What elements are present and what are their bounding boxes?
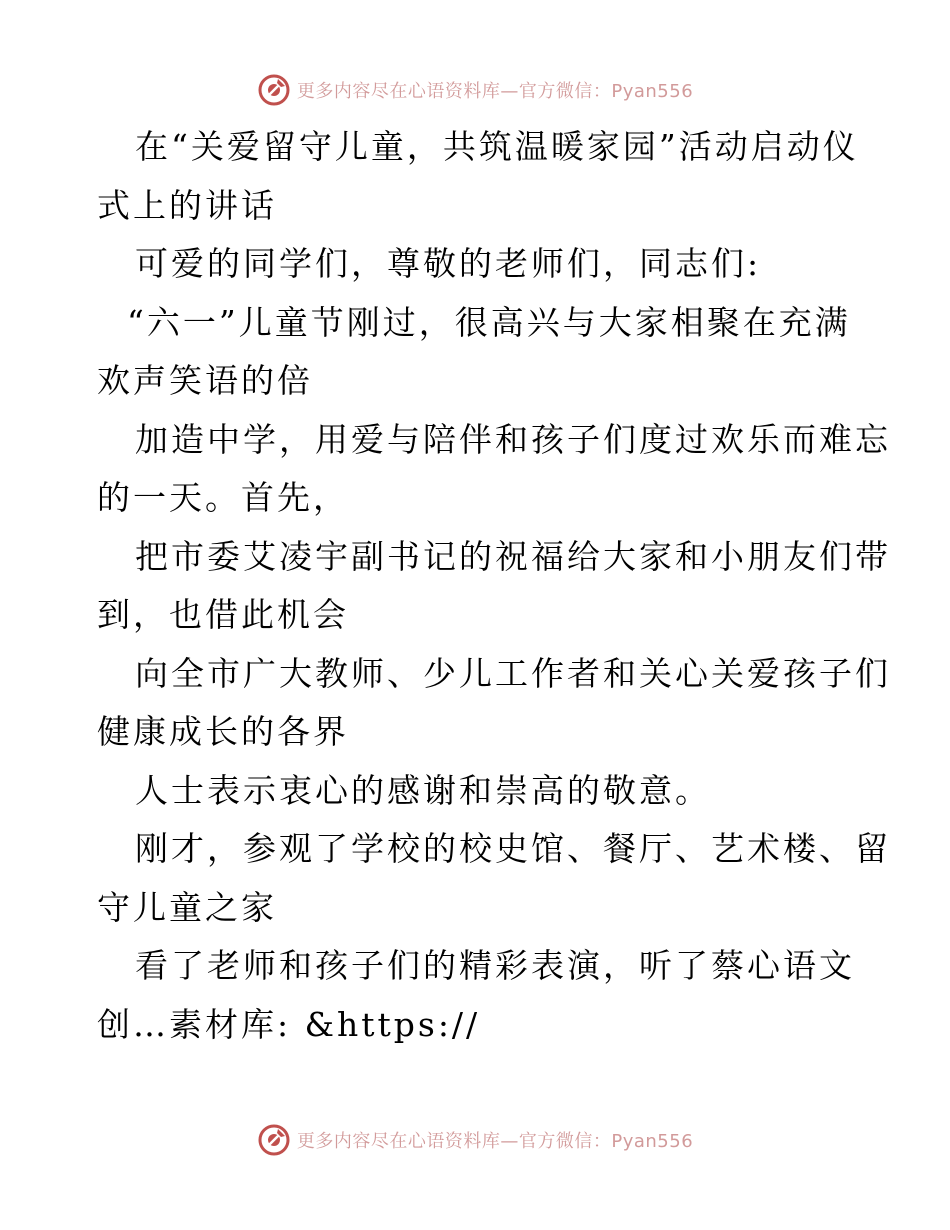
document-body <box>97 118 891 1054</box>
brand-logo-icon <box>257 73 291 107</box>
header-watermark <box>0 70 950 110</box>
doc-line: 刚才，参观了学校的校史馆、餐厅、艺术楼、留 <box>135 829 891 868</box>
doc-line: 人士表示衷心的感谢和崇高的敬意。 <box>135 770 711 810</box>
doc-line: 的一天。首先， <box>97 478 349 517</box>
doc-line: 守儿童之家 <box>97 887 277 927</box>
doc-line: 向全市广大教师、少儿工作者和关心关爱孩子们 <box>135 653 891 693</box>
doc-line: “六一”儿童节刚过，很高兴与大家相聚在充满 <box>127 302 851 342</box>
brand-logo-icon <box>257 1123 291 1157</box>
footer-watermark <box>0 1120 950 1160</box>
watermark-text: 更多内容尽在心语资料库—官方微信：Pyan556 <box>296 1131 694 1152</box>
doc-line: 健康成长的各界 <box>97 712 349 751</box>
doc-line: 在“关爱留守儿童，共筑温暖家园”活动启动仪 <box>135 127 859 166</box>
doc-line: 创…素材库: &https:// <box>97 1004 481 1044</box>
doc-line: 式上的讲话 <box>97 185 277 225</box>
doc-line: 把市委艾凌宇副书记的祝福给大家和小朋友们带 <box>135 536 891 576</box>
doc-line: 看了老师和孩子们的精彩表演，听了蔡心语文 <box>135 946 855 985</box>
watermark-text: 更多内容尽在心语资料库—官方微信：Pyan556 <box>296 81 694 102</box>
doc-line: 到，也借此机会 <box>97 595 349 634</box>
doc-line: 欢声笑语的倍 <box>97 361 313 400</box>
doc-line: 可爱的同学们，尊敬的老师们，同志们: <box>135 244 762 283</box>
doc-line: 加造中学，用爱与陪伴和孩子们度过欢乐而难忘 <box>135 419 891 459</box>
